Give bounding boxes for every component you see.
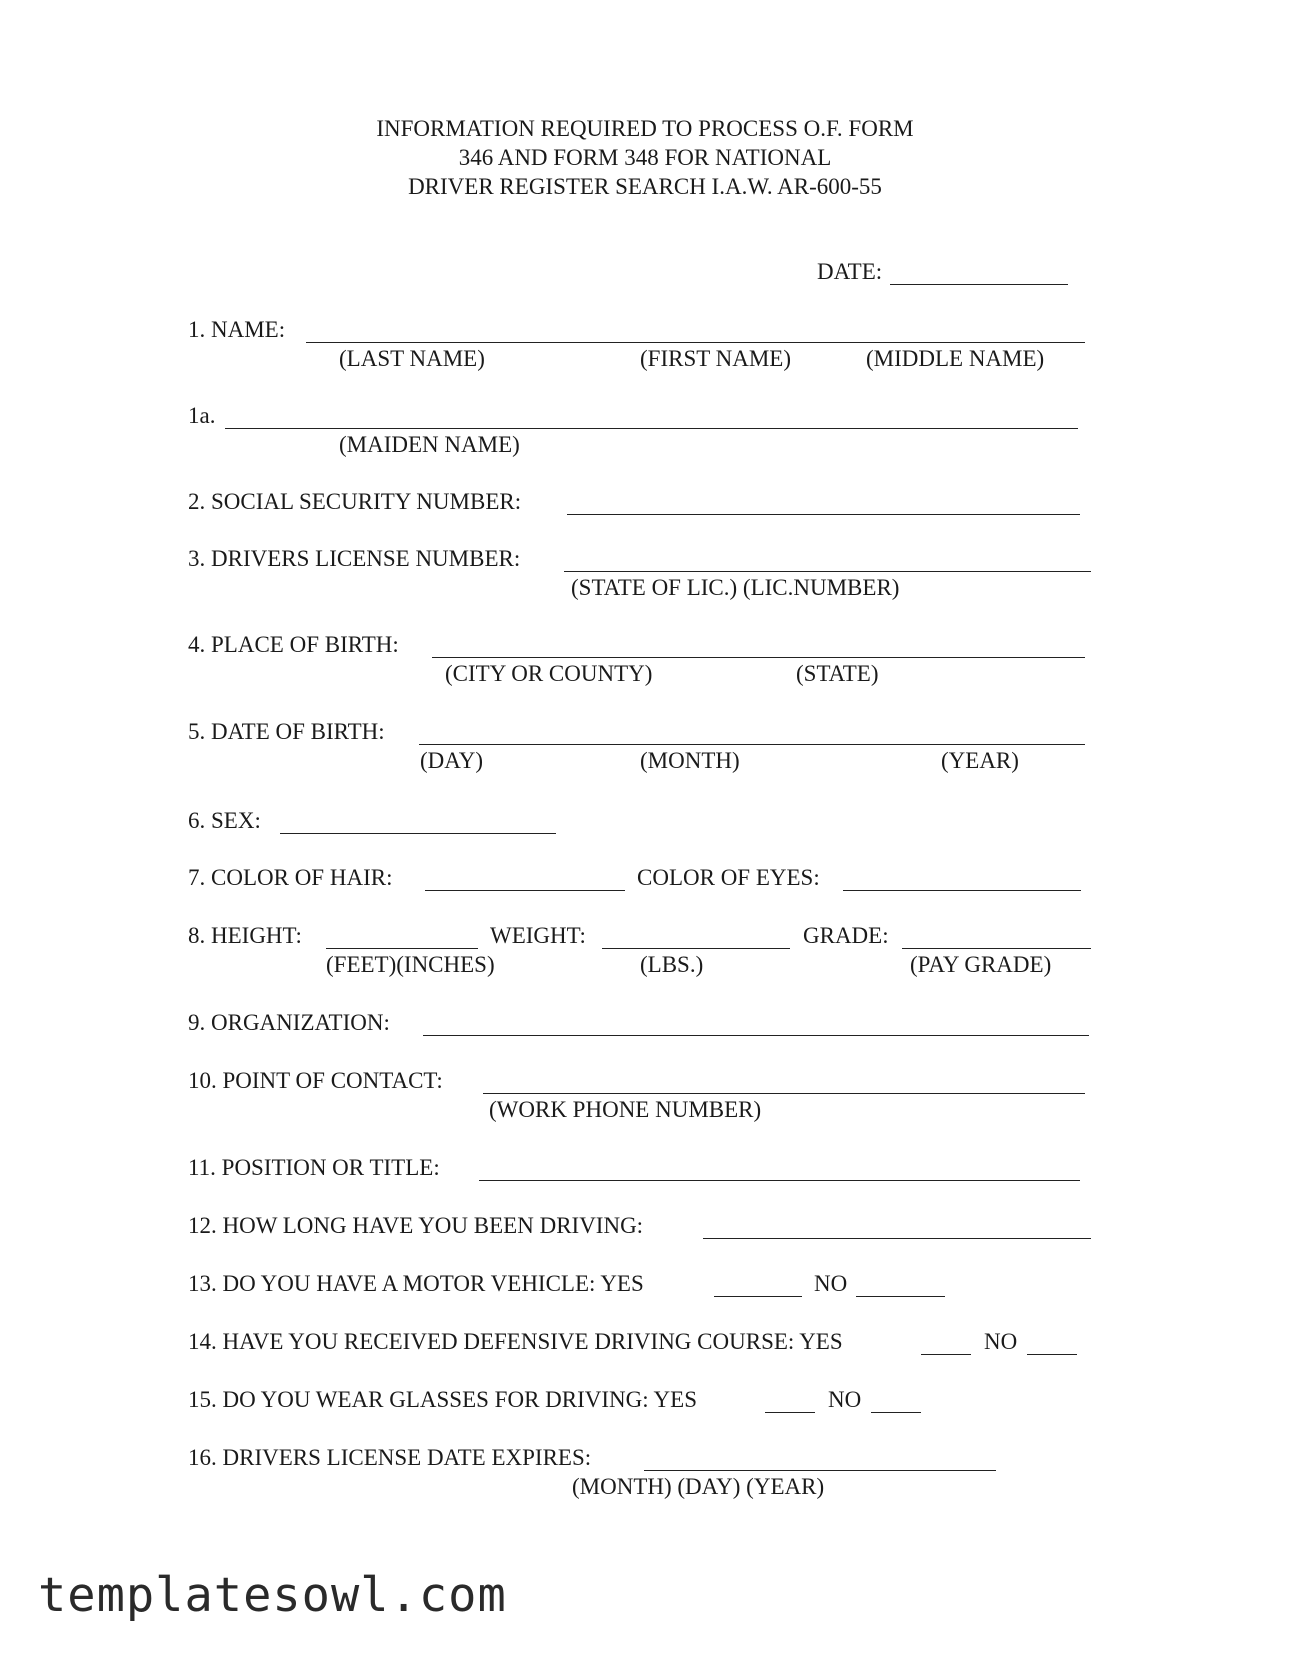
grade-field[interactable] (902, 948, 1091, 949)
hair-color-label: 7. COLOR OF HAIR: (188, 865, 393, 890)
ssn-label: 2. SOCIAL SECURITY NUMBER: (188, 489, 522, 514)
weight-field[interactable] (602, 948, 790, 949)
date-of-birth-label: 5. DATE OF BIRTH: (188, 719, 385, 744)
work-phone-caption: (WORK PHONE NUMBER) (489, 1097, 762, 1122)
year-caption: (YEAR) (941, 748, 1019, 773)
form-title-line-2: 346 AND FORM 348 FOR NATIONAL (458, 145, 832, 170)
glasses-label: 15. DO YOU WEAR GLASSES FOR DRIVING: YES (188, 1387, 698, 1412)
defensive-driving-no-field[interactable] (1027, 1354, 1077, 1355)
point-of-contact-field[interactable] (483, 1093, 1085, 1094)
date-field[interactable] (890, 284, 1068, 285)
point-of-contact-label: 10. POINT OF CONTACT: (188, 1068, 443, 1093)
sex-field[interactable] (280, 833, 556, 834)
driving-experience-field[interactable] (703, 1238, 1091, 1239)
license-expiration-label: 16. DRIVERS LICENSE DATE EXPIRES: (188, 1445, 592, 1470)
defensive-driving-yes-field[interactable] (921, 1354, 971, 1355)
defensive-driving-label: 14. HAVE YOU RECEIVED DEFENSIVE DRIVING COURSE: YES (188, 1329, 843, 1354)
maiden-name-label: 1a. (188, 403, 216, 428)
month-caption: (MONTH) (640, 748, 740, 773)
height-label: 8. HEIGHT: (188, 923, 302, 948)
date-label: DATE: (817, 259, 883, 284)
defensive-driving-no-label: NO (984, 1329, 1018, 1354)
organization-label: 9. ORGANIZATION: (188, 1010, 390, 1035)
motor-vehicle-label: 13. DO YOU HAVE A MOTOR VEHICLE: YES (188, 1271, 644, 1296)
height-caption: (FEET)(INCHES) (326, 952, 495, 977)
form-title-line-1: INFORMATION REQUIRED TO PROCESS O.F. FORM (376, 116, 914, 141)
watermark: templatesowl.com (38, 1568, 507, 1623)
organization-field[interactable] (423, 1035, 1089, 1036)
middle-name-caption: (MIDDLE NAME) (866, 346, 1045, 371)
glasses-yes-field[interactable] (765, 1412, 815, 1413)
license-expiration-field[interactable] (644, 1470, 996, 1471)
license-expiration-caption: (MONTH) (DAY) (YEAR) (572, 1474, 825, 1499)
eye-color-field[interactable] (843, 890, 1081, 891)
driving-experience-label: 12. HOW LONG HAVE YOU BEEN DRIVING: (188, 1213, 644, 1238)
first-name-caption: (FIRST NAME) (640, 346, 792, 371)
maiden-name-field[interactable] (225, 428, 1078, 429)
license-number-caption: (STATE OF LIC.) (LIC.NUMBER) (571, 575, 900, 600)
date-of-birth-field[interactable] (419, 744, 1085, 745)
form-title-line-3: DRIVER REGISTER SEARCH I.A.W. AR-600-55 (408, 174, 882, 199)
motor-vehicle-no-label: NO (814, 1271, 848, 1296)
last-name-caption: (LAST NAME) (339, 346, 485, 371)
position-title-field[interactable] (479, 1180, 1080, 1181)
name-field[interactable] (306, 342, 1085, 343)
eye-color-label: COLOR OF EYES: (637, 865, 820, 890)
motor-vehicle-no-field[interactable] (856, 1296, 945, 1297)
sex-label: 6. SEX: (188, 808, 261, 833)
grade-label: GRADE: (803, 923, 889, 948)
place-of-birth-field[interactable] (432, 657, 1085, 658)
weight-label: WEIGHT: (490, 923, 586, 948)
license-number-field[interactable] (564, 571, 1091, 572)
pay-grade-caption: (PAY GRADE) (910, 952, 1052, 977)
height-field[interactable] (326, 948, 478, 949)
license-number-label: 3. DRIVERS LICENSE NUMBER: (188, 546, 521, 571)
position-title-label: 11. POSITION OR TITLE: (188, 1155, 440, 1180)
ssn-field[interactable] (567, 514, 1080, 515)
glasses-no-field[interactable] (871, 1412, 921, 1413)
day-caption: (DAY) (420, 748, 484, 773)
city-county-caption: (CITY OR COUNTY) (445, 661, 653, 686)
glasses-no-label: NO (828, 1387, 862, 1412)
weight-caption: (LBS.) (640, 952, 704, 977)
state-caption: (STATE) (796, 661, 879, 686)
motor-vehicle-yes-field[interactable] (714, 1296, 802, 1297)
hair-color-field[interactable] (425, 890, 625, 891)
name-label: 1. NAME: (188, 317, 286, 342)
maiden-name-caption: (MAIDEN NAME) (339, 432, 520, 457)
place-of-birth-label: 4. PLACE OF BIRTH: (188, 632, 399, 657)
